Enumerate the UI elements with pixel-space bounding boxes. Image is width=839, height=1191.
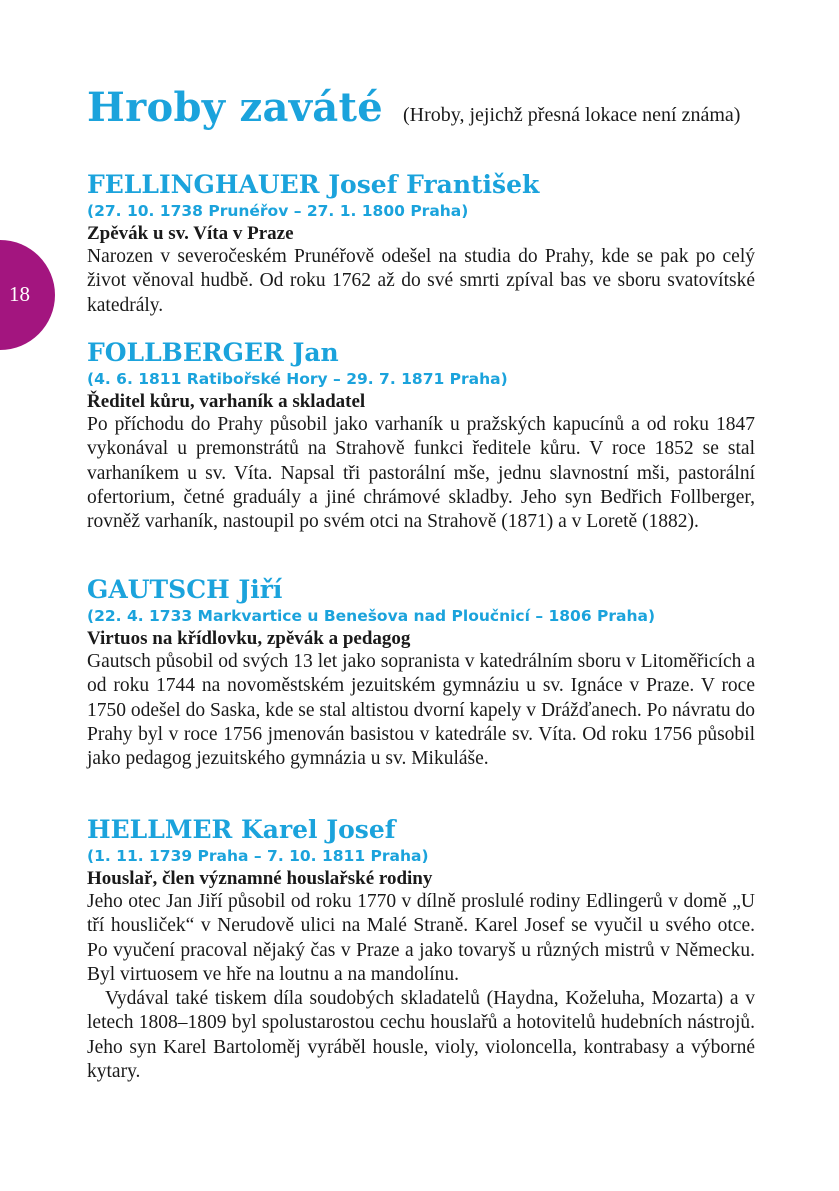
entry-dates: (22. 4. 1733 Markvartice u Benešova nad Ploučnicí – 1806 Praha) [87,607,656,625]
entry-name: FOLLBERGER Jan [87,338,339,367]
entry-name: FELLINGHAUER Josef František [87,170,540,199]
page-subtitle: (Hroby, jejichž přesná lokace není známa) [403,104,741,126]
entry-paragraph: Po příchodu do Prahy působil jako varhaník u pražských kapucínů a od roku 1847 vykonával u premonstrátů na Strahově funkci ředitele kůru. V roce 1852 se stal varhaníkem u sv. Víta. Napsal tři pastorální mše, jednu slavnostní mši, pastorální ofertorium, četné graduály a jiné chrámové skladby. Jeho syn Bedřich Follberger, rovněž varhaník, nastoupil po svém otci na Strahově (1871) a v Loretě (1882). [87,414,755,533]
entry-gautsch [87,575,755,771]
entry-dates: (27. 10. 1738 Prunéřov – 27. 1. 1800 Praha) [87,202,469,220]
entry-role: Zpěvák u sv. Víta v Praze [87,223,294,244]
page-number: 18 [9,282,30,306]
entry-paragraph: Narozen v severočeském Prunéřově odešel na studia do Prahy, kde se pak po celý život věnoval hudbě. Od roku 1762 až do své smrti zpíval bas ve sboru svatovítské katedrály. [87,246,755,316]
entry-follberger [87,338,755,534]
entry-paragraph: Vydával také tiskem díla soudobých skladatelů (Haydna, Koželuha, Mozarta) a v letech 1808–1809 byl spolustarostou cechu houslařů a hotovitelů hudebních nástrojů. Jeho syn Karel Bartoloměj vyráběl housle, violy, violoncella, kontrabasy a výborné kytary. [87,988,755,1083]
page-content [87,84,755,1083]
entry-paragraph: Jeho otec Jan Jiří působil od roku 1770 v dílně proslulé rodiny Edlingerů v domě „U tří housliček“ v Nerudově ulici na Malé Straně. Karel Josef se vyučil u svého otce. Po vyučení pracoval nějaký čas v Praze a jako tovaryš u různých mistrů v Německu. Byl virtuosem ve hře na loutnu a na mandolínu. [87,891,755,985]
entry-role: Ředitel kůru, varhaník a skladatel [87,391,366,412]
entry-dates: (4. 6. 1811 Ratibořské Hory – 29. 7. 1871 Praha) [87,370,508,388]
entry-hellmer [87,815,755,1084]
page-header [87,84,755,131]
entry-role: Virtuos na křídlovku, zpěvák a pedagog [87,628,411,649]
entry-dates: (1. 11. 1739 Praha – 7. 10. 1811 Praha) [87,847,429,865]
entry-paragraph: Gautsch působil od svých 13 let jako sopranista v katedrálním sboru v Litoměřicích a od roku 1744 na novoměstském jezuitském gymnáziu u sv. Ignáce v Praze. V roce 1750 odešel do Saska, kde se stal altistou dvorní kapely v Drážďanech. Po návratu do Prahy byl v roce 1756 jmenován basistou v katedrále sv. Víta. Od roku 1756 působil jako pedagog jezuitského gymnázia u sv. Mikuláše. [87,651,755,770]
entry-name: HELLMER Karel Josef [87,815,396,844]
entry-role: Houslař, člen významné houslařské rodiny [87,868,433,889]
page-title: Hroby zaváté [87,84,384,131]
entry-fellinghauer [87,170,755,318]
entry-name: GAUTSCH Jiří [87,575,283,604]
